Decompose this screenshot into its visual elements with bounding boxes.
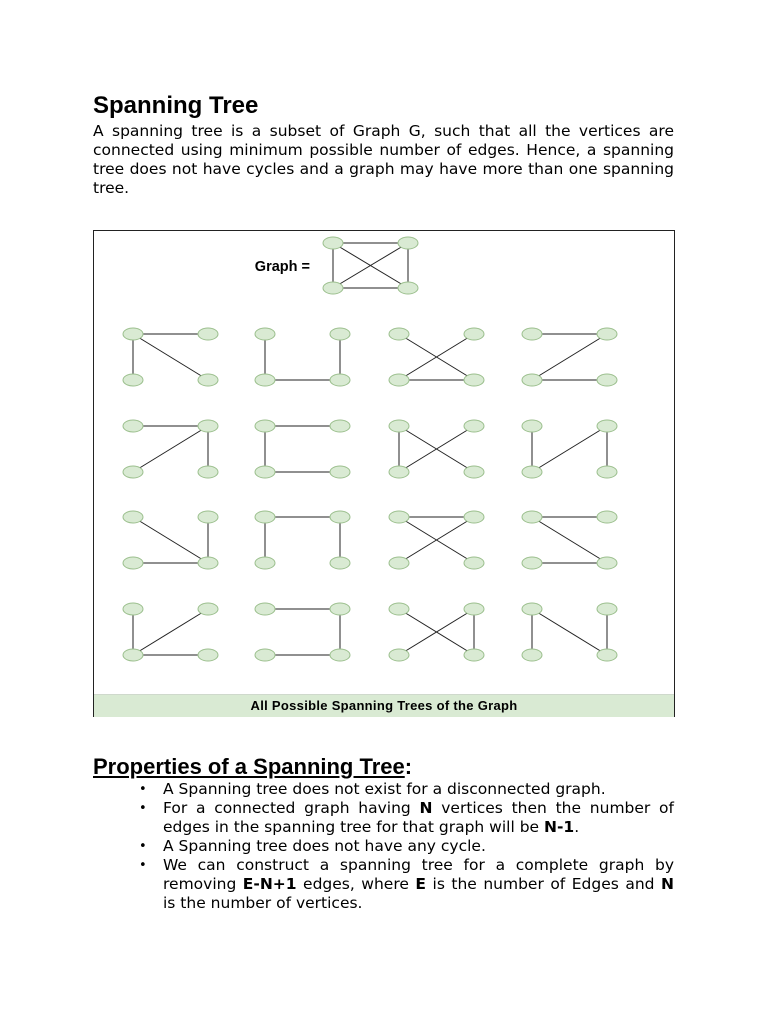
vertex-tr	[464, 328, 484, 340]
spanning-tree	[389, 603, 484, 661]
vertex-bl	[123, 466, 143, 478]
property-text: vertices then the number of edges in the spanning tree for that graph will be	[163, 799, 674, 836]
vertex-tl	[255, 511, 275, 523]
property-item	[163, 780, 674, 799]
vertex-bl	[522, 649, 542, 661]
page-title: Spanning Tree	[93, 92, 259, 119]
edge-bl-tr	[532, 426, 607, 472]
vertex-br	[398, 282, 418, 294]
property-text: .	[574, 818, 580, 836]
vertex-tl	[522, 420, 542, 432]
spanning-tree	[389, 511, 484, 569]
intro-paragraph: A spanning tree is a subset of Graph G, such that all the vertices are connected using minimum possible number of edges. Hence, a spanning tree does not have cycles and a graph may have more than one spanning tree.	[93, 122, 674, 197]
vertex-br	[464, 466, 484, 478]
spanning-tree	[255, 511, 350, 569]
property-emphasis: E	[415, 875, 427, 893]
vertex-tr	[198, 511, 218, 523]
spanning-trees-diagram	[94, 231, 674, 694]
edge-tl-br	[133, 334, 208, 380]
property-emphasis: N	[661, 875, 674, 893]
vertex-tr	[330, 603, 350, 615]
vertex-br	[330, 557, 350, 569]
vertex-bl	[123, 649, 143, 661]
vertex-bl	[255, 374, 275, 386]
property-text: edges, where	[296, 875, 416, 893]
spanning-tree	[123, 603, 218, 661]
vertex-tr	[597, 511, 617, 523]
properties-heading	[93, 754, 412, 780]
vertex-tl	[522, 511, 542, 523]
spanning-tree	[389, 328, 484, 386]
vertex-bl	[255, 466, 275, 478]
vertex-tl	[389, 511, 409, 523]
vertex-tl	[522, 328, 542, 340]
properties-list	[163, 780, 674, 913]
spanning-trees-figure	[93, 230, 675, 717]
vertex-br	[330, 466, 350, 478]
vertex-br	[330, 649, 350, 661]
spanning-tree	[123, 328, 218, 386]
property-emphasis: N-1	[544, 818, 575, 836]
vertex-bl	[323, 282, 343, 294]
vertex-tr	[597, 328, 617, 340]
vertex-tr	[198, 420, 218, 432]
spanning-tree	[255, 420, 350, 478]
vertex-tr	[330, 420, 350, 432]
vertex-br	[330, 374, 350, 386]
spanning-tree	[522, 420, 617, 478]
vertex-tr	[597, 420, 617, 432]
vertex-br	[198, 466, 218, 478]
vertex-tl	[123, 511, 143, 523]
vertex-bl	[522, 466, 542, 478]
property-text: A Spanning tree does not have any cycle.	[163, 837, 486, 855]
vertex-tl	[389, 603, 409, 615]
vertex-tr	[597, 603, 617, 615]
vertex-bl	[255, 557, 275, 569]
vertex-tl	[522, 603, 542, 615]
property-item	[163, 856, 674, 913]
property-text: is the number of Edges and	[426, 875, 661, 893]
edge-tr-bl	[532, 334, 607, 380]
vertex-tl	[389, 328, 409, 340]
vertex-br	[464, 557, 484, 569]
vertex-bl	[389, 649, 409, 661]
vertex-tl	[323, 237, 343, 249]
edge-tl-br	[133, 517, 208, 563]
vertex-br	[597, 374, 617, 386]
edge-bl-tr	[133, 609, 208, 655]
vertex-br	[597, 557, 617, 569]
vertex-tl	[123, 328, 143, 340]
vertex-br	[597, 649, 617, 661]
vertex-tl	[255, 420, 275, 432]
edge-tl-br	[532, 517, 607, 563]
vertex-bl	[123, 374, 143, 386]
vertex-br	[464, 374, 484, 386]
vertex-tr	[330, 511, 350, 523]
vertex-tl	[123, 603, 143, 615]
properties-heading-text: Properties of a Spanning Tree	[93, 754, 405, 779]
property-item	[163, 799, 674, 837]
vertex-bl	[123, 557, 143, 569]
vertex-tr	[398, 237, 418, 249]
vertex-br	[597, 466, 617, 478]
vertex-br	[464, 649, 484, 661]
spanning-tree	[522, 511, 617, 569]
vertex-br	[198, 649, 218, 661]
vertex-tl	[123, 420, 143, 432]
vertex-bl	[255, 649, 275, 661]
vertex-tr	[330, 328, 350, 340]
property-text: is the number of vertices.	[163, 894, 363, 912]
spanning-tree	[389, 420, 484, 478]
spanning-tree	[255, 328, 350, 386]
property-emphasis: E-N+1	[242, 875, 297, 893]
edge-tl-br	[532, 609, 607, 655]
vertex-tr	[464, 420, 484, 432]
vertex-bl	[389, 374, 409, 386]
vertex-br	[198, 557, 218, 569]
property-text: We can construct a spanning tree for a complete graph by removing	[163, 856, 674, 893]
property-emphasis: N	[419, 799, 433, 817]
graph-label: Graph =	[254, 259, 310, 275]
properties-heading-colon: :	[404, 754, 413, 779]
property-text: For a connected graph having	[163, 799, 420, 817]
vertex-bl	[522, 374, 542, 386]
figure-caption: All Possible Spanning Trees of the Graph	[94, 694, 674, 717]
vertex-bl	[389, 557, 409, 569]
spanning-tree	[123, 420, 218, 478]
vertex-tr	[464, 603, 484, 615]
original-graph	[323, 237, 418, 294]
spanning-tree	[255, 603, 350, 661]
spanning-tree	[522, 603, 617, 661]
vertex-tl	[389, 420, 409, 432]
vertex-tl	[255, 328, 275, 340]
property-item	[163, 837, 674, 856]
vertex-bl	[522, 557, 542, 569]
vertex-tr	[464, 511, 484, 523]
vertex-bl	[389, 466, 409, 478]
spanning-tree	[522, 328, 617, 386]
property-text: A Spanning tree does not exist for a disconnected graph.	[163, 780, 606, 798]
vertex-br	[198, 374, 218, 386]
spanning-tree	[123, 511, 218, 569]
edge-tr-bl	[133, 426, 208, 472]
vertex-tr	[198, 328, 218, 340]
vertex-tr	[198, 603, 218, 615]
vertex-tl	[255, 603, 275, 615]
